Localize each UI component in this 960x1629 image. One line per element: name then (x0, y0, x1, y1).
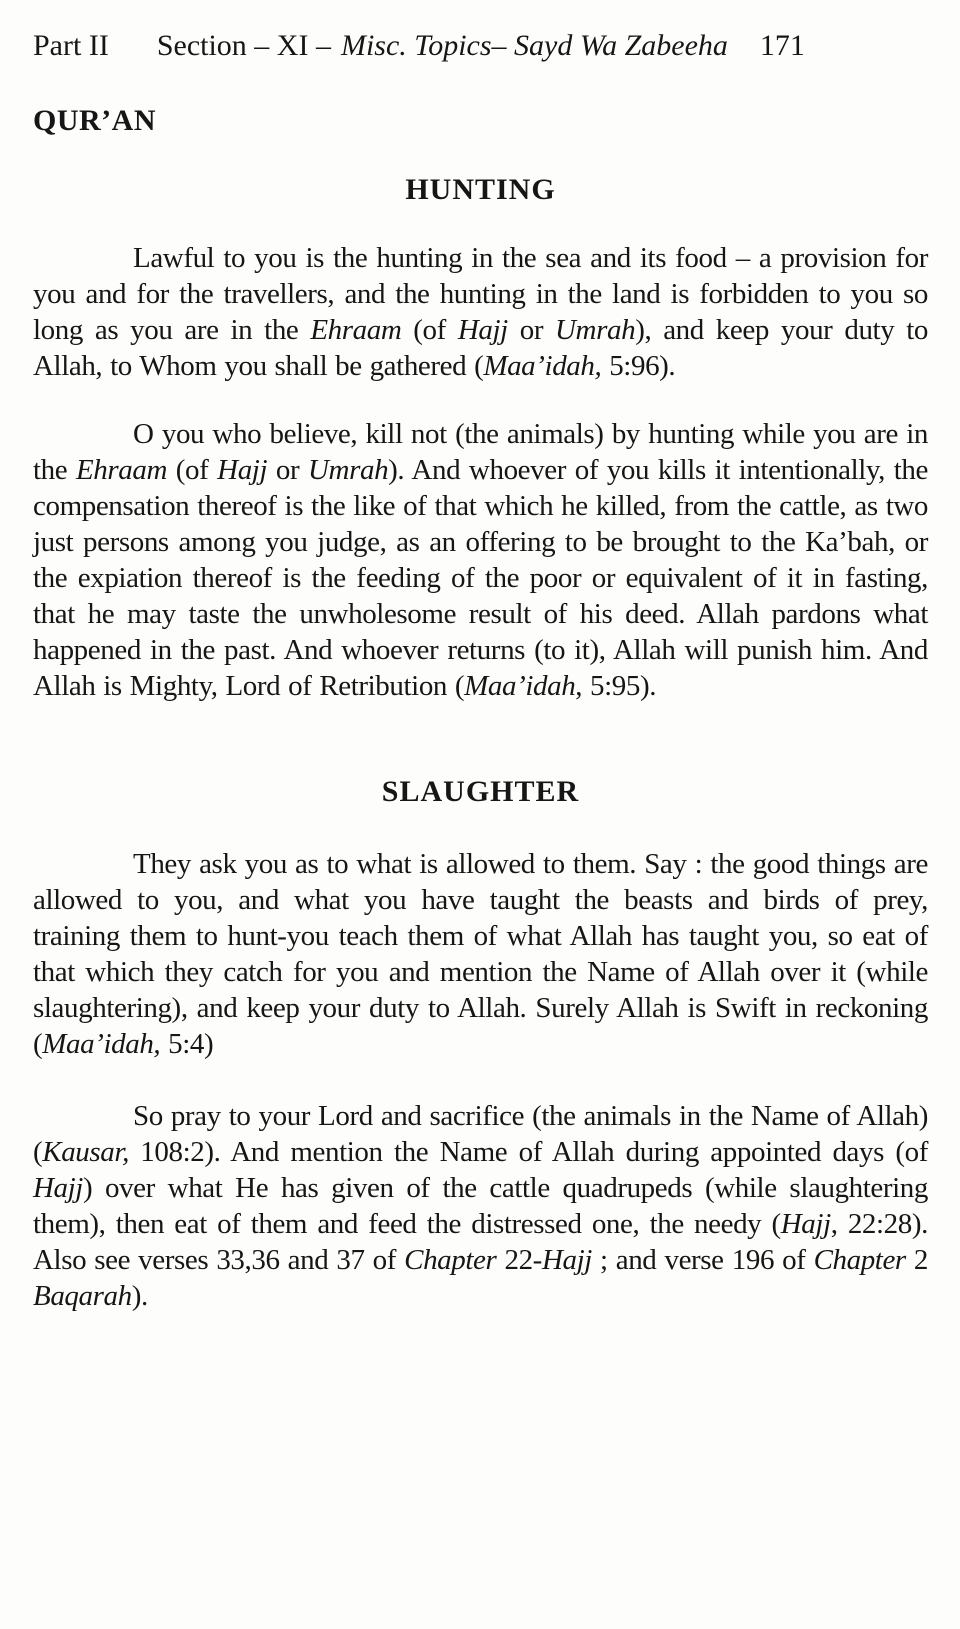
section-label: Section – XI – (156, 29, 331, 62)
verse-paragraph-maaidah-5-96: Lawful to you is the hunting in the sea and its food – a provision for you and for the travellers, and the hunting in the land is forbidden to you so long as you are in the Ehraam (of Hajj or Umrah), and keep your duty to Allah, to Whom you shall be gathered (Maa’idah, 5:96). (33, 242, 928, 382)
page-header (33, 28, 928, 64)
source-label-quran: QUR’AN (33, 104, 156, 137)
verse-paragraph-maaidah-5-95: O you who believe, kill not (the animals) by hunting while you are in the Ehraam (of Hajj or Umrah). And whoever of you kills it intentionally, the compensation thereof is the like of that which he killed, from the cattle, as two just persons among you judge, as an offering to be brought to the Ka’bah, or the expiation thereof is the feeding of the poor or equivalent of it in fasting, that he may taste the unwholesome result of his deed. Allah pardons what happened in the past. And whoever returns (to it), Allah will punish him. And Allah is Mighty, Lord of Retribution (Maa’idah, 5:95). (33, 418, 928, 702)
heading-slaughter: SLAUGHTER (381, 775, 580, 808)
heading-hunting: HUNTING (405, 173, 556, 206)
verse-paragraph-maaidah-5-4: They ask you as to what is allowed to them. Say : the good things are allowed to you, and what you have taught the beasts and birds of prey, training them to hunt-you teach them of what Allah has taught you, so eat of that which they catch for you and mention the Name of Allah over it (while slaughtering), and keep your duty to Allah. Surely Allah is Swift in reckoning (Maa’idah, 5:4) (33, 848, 928, 1060)
verse-paragraph-kausar-hajj: So pray to your Lord and sacrifice (the animals in the Name of Allah) (Kausar, 108:2). And mention the Name of Allah during appointed days (of Hajj) over what He has given of the cattle quadrupeds (while slaughtering them), then eat of them and feed the distressed one, the needy (Hajj, 22:28). Also see verses 33,36 and 37 of Chapter 22-Hajj ; and verse 196 of Chapter 2 Baqarah). (33, 1100, 929, 1312)
section-title: Misc. Topics– Sayd Wa Zabeeha (340, 29, 728, 62)
part-label: Part II (33, 29, 109, 62)
page-number: 171 (759, 29, 805, 62)
